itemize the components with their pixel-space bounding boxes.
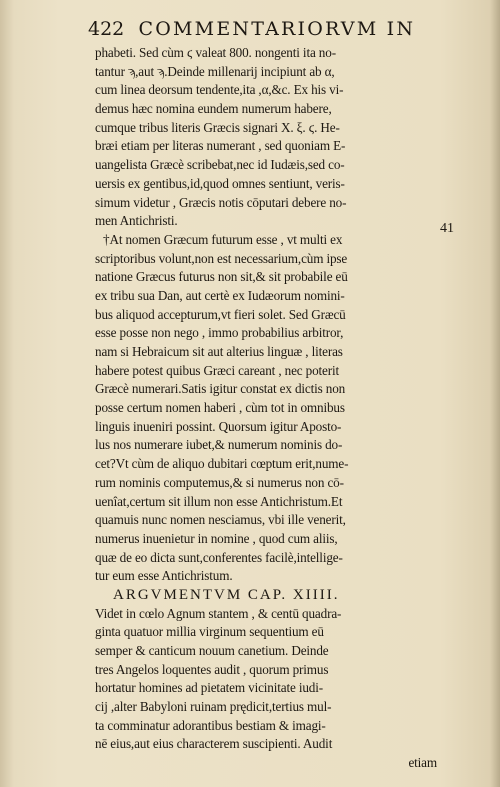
text-line: scriptoribus volunt,non est necessarium,cùm ipse	[95, 250, 348, 266]
text-line: rum nominis computemus,& si numerus non cō-	[95, 474, 344, 490]
text-line: esse posse non nego , immo probabilius arbitror,	[95, 325, 344, 341]
text-line: demus hæc nomina eundem numerum habere,	[95, 101, 332, 117]
catchword: etiam	[408, 755, 437, 771]
text-line: habere potest quibus Græci careant , nec poterit	[95, 362, 340, 378]
text-line: ex tribu sua Dan, aut certè ex Iudæorum nomini-	[95, 287, 345, 303]
text-block	[95, 44, 451, 773]
running-title: COMMENTARIORVM IN	[138, 18, 416, 40]
text-line: bræi etiam per literas numerant , sed quoniam E-	[95, 138, 346, 154]
text-line: cumque tribus literis Græcis signari X. ξ. ϛ. He-	[95, 119, 340, 135]
text-line: quamuis nunc nomen nesciamus, vbi ille venerit,	[95, 512, 346, 528]
text-line: bus aliquod accepturum,vt fieri solet. Sed Græcū	[95, 306, 346, 322]
text-line: numerus inuenietur in nomine , quod cum aliis,	[95, 530, 338, 546]
argument-line: ginta quatuor millia virginum sequentium eū	[95, 624, 324, 640]
page-number: 422	[88, 18, 125, 40]
argument-line: cij ,alter Babyloni ruinam prędicit,tertius mul-	[95, 699, 332, 715]
text-line: uenîat,certum sit illum non esse Antichristum.Et	[95, 493, 343, 509]
argument-line: Videt in cœlo Agnum stantem , & centū quadra-	[95, 605, 342, 621]
argument-line: nē eius,aut eius characterem suscipienti. Audit	[95, 736, 333, 752]
text-line: nam si Hebraicum sit aut alterius linguæ , literas	[95, 344, 343, 359]
text-line: tantur ϡ,aut ϡ.Deinde millenarij incipiunt ab α,	[95, 63, 335, 79]
text-line: uersis ex gentibus,id,quod omnes sentiunt, veris-	[95, 175, 345, 191]
text-line: phabeti. Sed cùm ϛ valeat 800. nongenti ita no-	[95, 45, 336, 60]
text-line: quæ de eo dicta sunt,conferentes facilè,intellige-	[95, 549, 343, 565]
running-header	[88, 18, 468, 40]
text-line: posse certum nomen haberi , cùm tot in omnibus	[95, 400, 345, 416]
argument-line: semper & canticum nouum canetium. Deinde	[95, 643, 329, 658]
text-line: simum videtur , Græcis notis cōputari debere no-	[95, 194, 347, 210]
text-line: cum linea deorsum tendente,ita ,α,&c. Ex his vi-	[95, 82, 344, 98]
section-heading: ARGVMENTVM CAP. XIIII.	[113, 586, 340, 603]
text-line: cet?Vt cùm de aliquo dubitari cœptum erit,nume-	[95, 456, 349, 472]
margin-note: 41	[440, 221, 454, 236]
text-line: linguis inueniri possint. Quorsum igitur Aposto-	[95, 418, 342, 434]
argument-line: tres Angelos loquentes audit , quorum primus	[95, 661, 329, 677]
text-line: lus nos numerare iubet,& numerum nominis do-	[95, 437, 343, 453]
text-line: natione Græcus futurus non sit,& sit probabile eū	[95, 269, 348, 285]
text-line: uangelista Græcè scribebat,nec id Iudæis,sed co-	[95, 157, 345, 173]
argument-line: ta comminatur adorantibus bestiam & imagi-	[95, 717, 326, 733]
text-line: tur eum esse Antichristum.	[95, 568, 233, 584]
text-line: Græcè numerari.Satis igitur constat ex dictis non	[95, 381, 346, 397]
text-line: †At nomen Græcum futurum esse , vt multi ex	[103, 231, 343, 247]
text-line: men Antichristi.	[95, 213, 178, 229]
argument-line: hortatur homines ad pietatem vicinitate iudi-	[95, 680, 323, 696]
